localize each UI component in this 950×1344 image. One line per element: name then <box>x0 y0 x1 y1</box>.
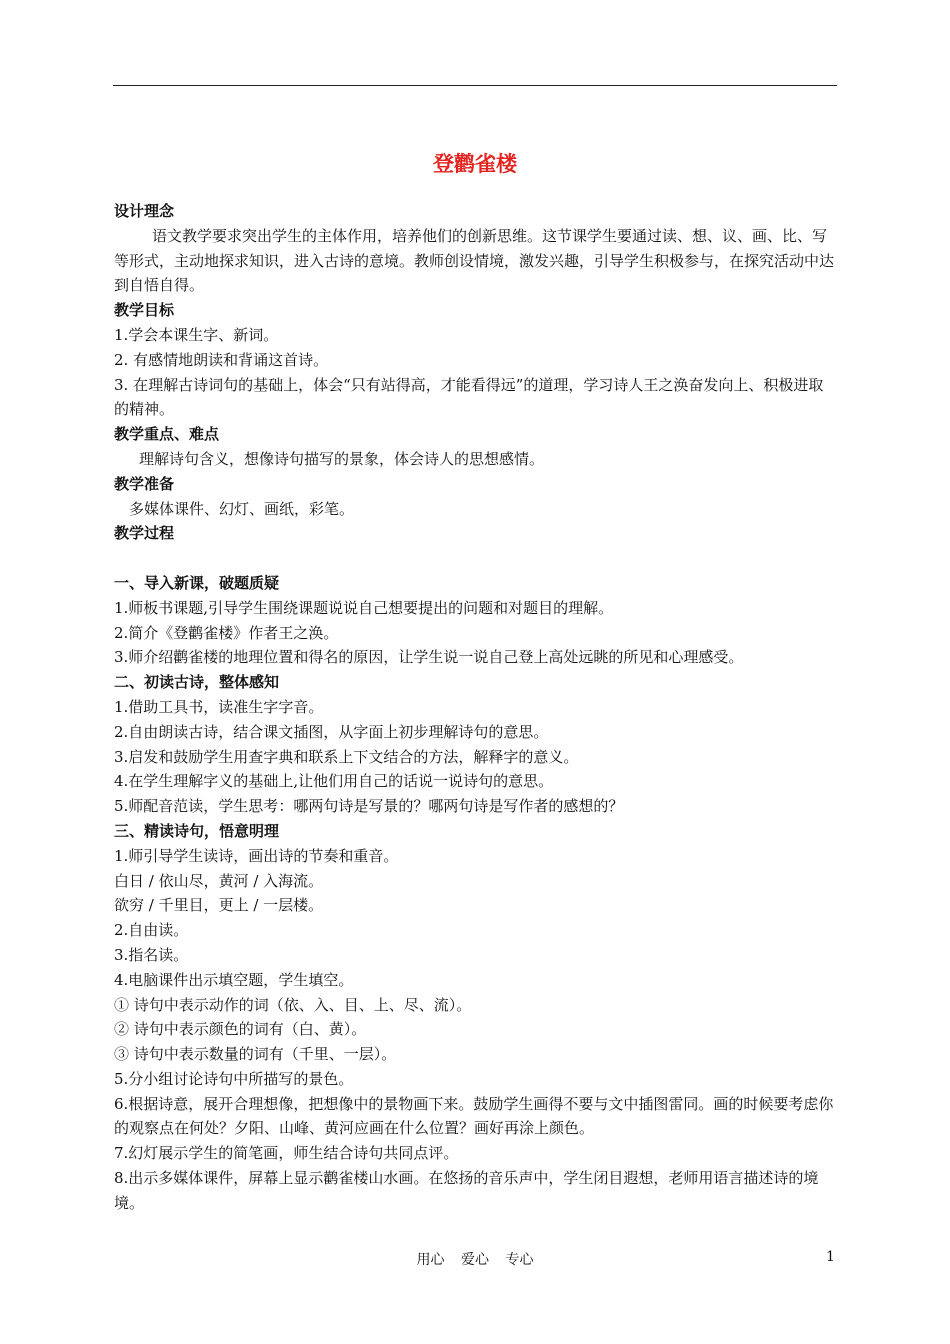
list-item: ② 诗句中表示颜色的词有（白、黄）。 <box>114 1020 367 1039</box>
prep-paragraph: 多媒体课件、幻灯、画纸，彩笔。 <box>129 499 355 518</box>
list-item: 3.启发和鼓励学生用查字典和联系上下文结合的方法，解释字的意义。 <box>114 747 579 766</box>
design-paragraph: 语文教学要求突出学生的主体作用，培养他们的创新思维。这节课学生要通过读、想、议、画、比、写等形式，主动地探求知识，进入古诗的意境。教师创设情境，激发兴趣，引导学生积极参与，在探究活动中达到自悟自得。 <box>114 226 835 295</box>
page-title: 登鹳雀楼 <box>433 152 517 176</box>
list-item: 7.幻灯展示学生的简笔画，师生结合诗句共同点评。 <box>114 1144 459 1163</box>
list-item: 1.师引导学生读诗，画出诗的节奏和重音。 <box>114 846 399 865</box>
section-heading-goals: 教学目标 <box>114 301 175 320</box>
goal-item: 1.学会本课生字、新词。 <box>114 325 279 344</box>
part-heading-3: 三、精读诗句，悟意明理 <box>114 821 280 840</box>
footer-motto: 用心 爱心 专心 <box>416 1252 534 1268</box>
list-item: 2.自由读。 <box>114 921 189 940</box>
list-item: 3.师介绍鹳雀楼的地理位置和得名的原因，让学生说一说自己登上高处远眺的所见和心理感受。 <box>114 648 744 667</box>
section-heading-process: 教学过程 <box>114 524 175 543</box>
list-item: 8.出示多媒体课件，屏幕上显示鹳雀楼山水画。在悠扬的音乐声中，学生闭目遐想，老师用语言描述诗的境境。 <box>114 1169 819 1212</box>
list-item: 5.分小组讨论诗句中所描写的景色。 <box>114 1069 354 1088</box>
list-item: 4.在学生理解字义的基础上,让他们用自己的话说一说诗句的意思。 <box>114 772 554 791</box>
list-item: 1.借助工具书，读准生字字音。 <box>114 697 324 716</box>
section-heading-design: 设计理念 <box>114 202 175 220</box>
list-item: 2.自由朗读古诗，结合课文插图，从字面上初步理解诗句的意思。 <box>114 722 549 741</box>
section-heading-prep: 教学准备 <box>114 474 175 493</box>
list-item: ③ 诗句中表示数量的词有（千里、一层）。 <box>114 1045 397 1064</box>
goal-item: 2. 有感情地朗读和背诵这首诗。 <box>114 350 329 369</box>
list-item: 1.师板书课题,引导学生围绕课题说说自己想要提出的问题和对题目的理解。 <box>114 598 614 617</box>
focus-paragraph: 理解诗句含义，想像诗句描写的景象，体会诗人的思想感情。 <box>139 449 545 468</box>
header-rule <box>113 85 837 86</box>
goal-item: 3. 在理解古诗词句的基础上，体会“只有站得高，才能看得远”的道理，学习诗人王之涣奋发向上、积极进取的精神。 <box>114 375 824 419</box>
blank-line <box>114 546 838 571</box>
list-item: 3.指名读。 <box>114 945 189 964</box>
page-number: 1 <box>826 1249 835 1265</box>
part-heading-1: 一、导入新课，破题质疑 <box>114 573 280 592</box>
list-item: 2.简介《登鹳雀楼》作者王之涣。 <box>114 623 339 642</box>
poem-line: 白日 / 依山尽，黄河 / 入海流。 <box>114 871 324 890</box>
poem-line: 欲穷 / 千里目，更上 / 一层楼。 <box>114 896 324 915</box>
part-heading-2: 二、初读古诗，整体感知 <box>114 673 280 692</box>
list-item: 4.电脑课件出示填空题，学生填空。 <box>114 970 354 989</box>
document-body <box>114 199 838 1216</box>
list-item: ① 诗句中表示动作的词（依、入、目、上、尽、流）。 <box>114 995 472 1014</box>
list-item: 6.根据诗意，展开合理想像，把想像中的景物画下来。鼓励学生画得不要与文中插图雷同。画的时候要考虑你的观察点在何处？夕阳、山峰、黄河应画在什么位置？画好再涂上颜色。 <box>114 1094 834 1138</box>
section-heading-focus: 教学重点、难点 <box>114 425 220 444</box>
list-item: 5.师配音范读，学生思考：哪两句诗是写景的？哪两句诗是写作者的感想的？ <box>114 797 624 816</box>
